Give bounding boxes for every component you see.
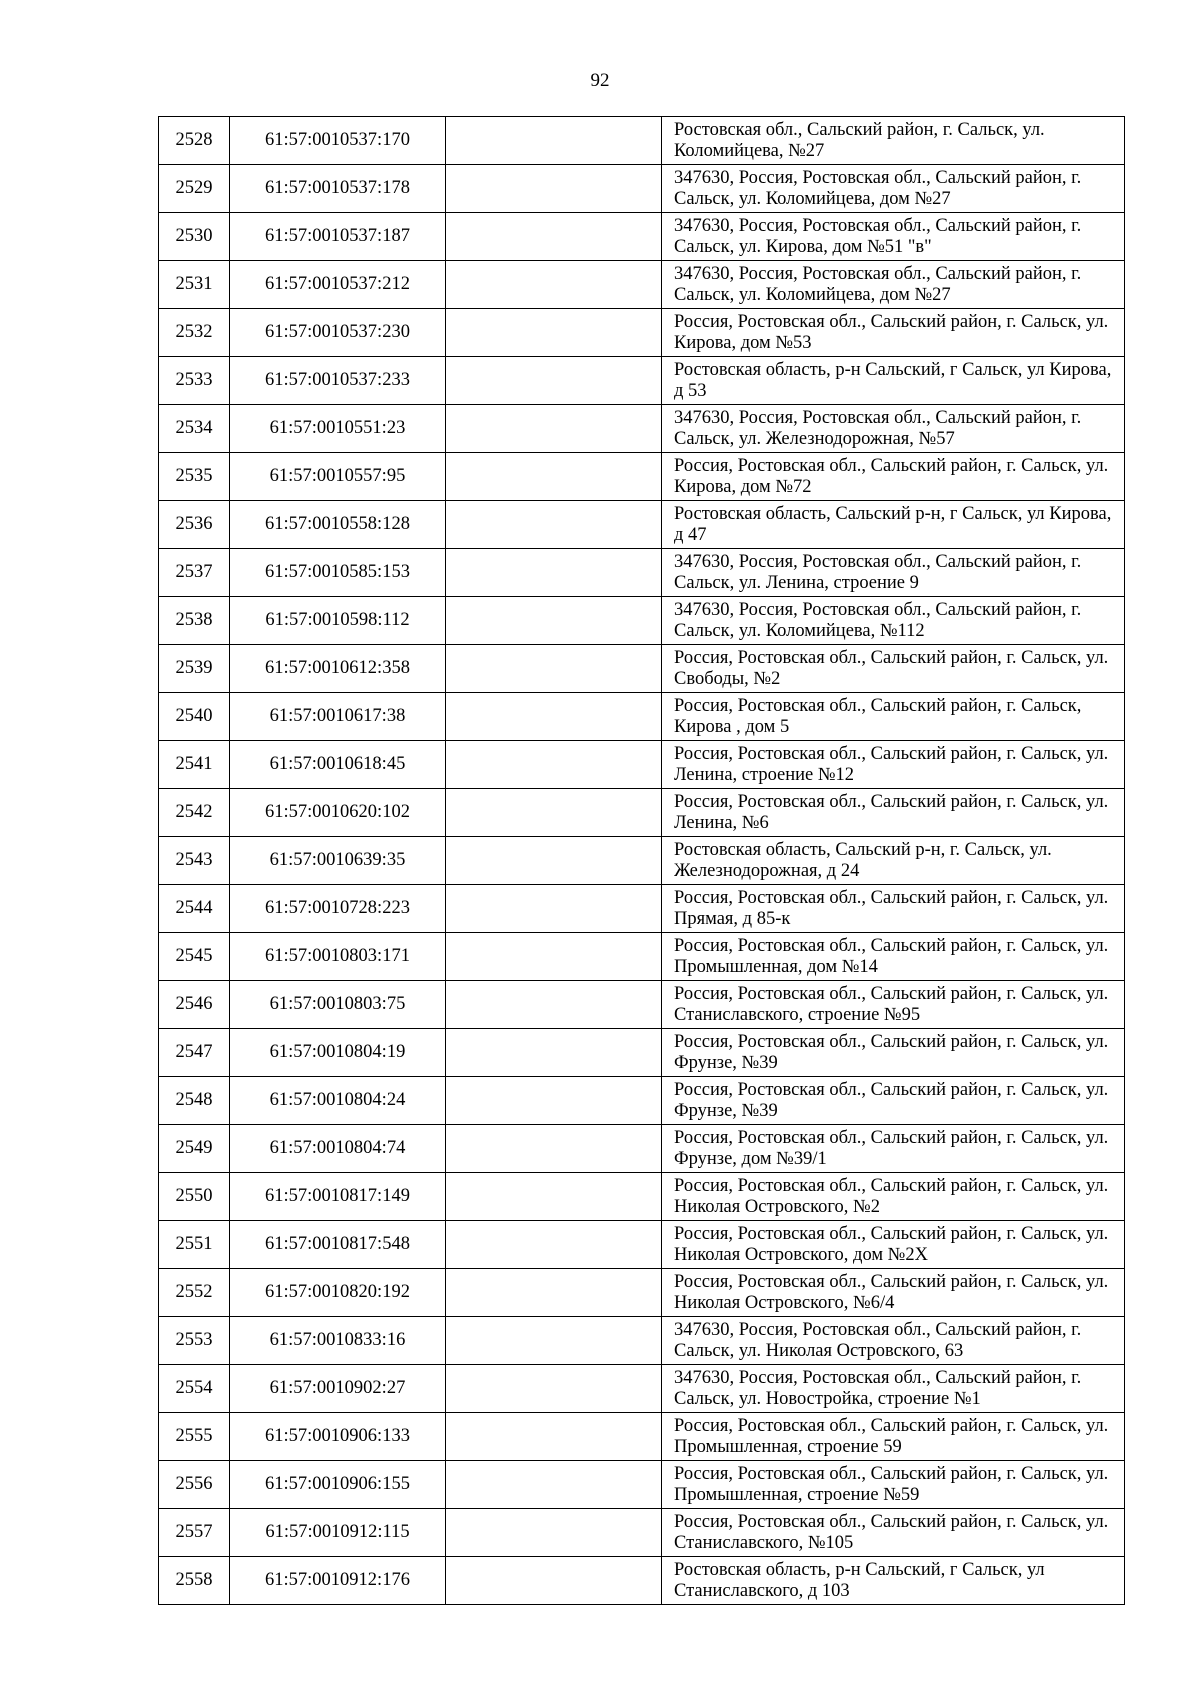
empty-cell bbox=[446, 117, 662, 165]
cadastral-number-cell: 61:57:0010612:358 bbox=[230, 645, 446, 693]
row-number-cell: 2554 bbox=[159, 1365, 230, 1413]
row-number-cell: 2539 bbox=[159, 645, 230, 693]
cadastral-number-cell: 61:57:0010803:171 bbox=[230, 933, 446, 981]
row-number-cell: 2555 bbox=[159, 1413, 230, 1461]
empty-cell bbox=[446, 1173, 662, 1221]
row-number-cell: 2551 bbox=[159, 1221, 230, 1269]
table-row bbox=[159, 453, 1125, 501]
row-number-cell: 2531 bbox=[159, 261, 230, 309]
row-number-cell: 2538 bbox=[159, 597, 230, 645]
cadastral-number-cell: 61:57:0010817:548 bbox=[230, 1221, 446, 1269]
empty-cell bbox=[446, 1221, 662, 1269]
empty-cell bbox=[446, 357, 662, 405]
address-cell: Россия, Ростовская обл., Сальский район, г. Сальск, ул. Промышленная, строение 59 bbox=[662, 1413, 1125, 1461]
empty-cell bbox=[446, 885, 662, 933]
address-cell: Россия, Ростовская обл., Сальский район, г. Сальск, ул. Ленина, строение №12 bbox=[662, 741, 1125, 789]
address-cell: Россия, Ростовская обл., Сальский район, г. Сальск, ул. Николая Островского, №2 bbox=[662, 1173, 1125, 1221]
row-number-cell: 2546 bbox=[159, 981, 230, 1029]
cadastral-number-cell: 61:57:0010804:24 bbox=[230, 1077, 446, 1125]
table-row bbox=[159, 933, 1125, 981]
row-number-cell: 2532 bbox=[159, 309, 230, 357]
empty-cell bbox=[446, 501, 662, 549]
empty-cell bbox=[446, 645, 662, 693]
row-number-cell: 2541 bbox=[159, 741, 230, 789]
address-cell: 347630, Россия, Ростовская обл., Сальский район, г. Сальск, ул. Коломийцева, дом №27 bbox=[662, 165, 1125, 213]
row-number-cell: 2540 bbox=[159, 693, 230, 741]
cadastral-number-cell: 61:57:0010537:230 bbox=[230, 309, 446, 357]
cadastral-number-cell: 61:57:0010912:115 bbox=[230, 1509, 446, 1557]
row-number-cell: 2535 bbox=[159, 453, 230, 501]
address-cell: 347630, Россия, Ростовская обл., Сальский район, г. Сальск, ул. Кирова, дом №51 "в" bbox=[662, 213, 1125, 261]
cadastral-number-cell: 61:57:0010558:128 bbox=[230, 501, 446, 549]
table-row bbox=[159, 165, 1125, 213]
empty-cell bbox=[446, 1125, 662, 1173]
empty-cell bbox=[446, 597, 662, 645]
cadastral-number-cell: 61:57:0010551:23 bbox=[230, 405, 446, 453]
address-cell: Ростовская обл., Сальский район, г. Сальск, ул. Коломийцева, №27 bbox=[662, 117, 1125, 165]
row-number-cell: 2534 bbox=[159, 405, 230, 453]
table-row bbox=[159, 1317, 1125, 1365]
table-row bbox=[159, 1509, 1125, 1557]
table-row bbox=[159, 1461, 1125, 1509]
empty-cell bbox=[446, 549, 662, 597]
empty-cell bbox=[446, 933, 662, 981]
table-row bbox=[159, 1221, 1125, 1269]
address-cell: Россия, Ростовская обл., Сальский район, г. Сальск, ул. Прямая, д 85-к bbox=[662, 885, 1125, 933]
empty-cell bbox=[446, 1509, 662, 1557]
table-row bbox=[159, 261, 1125, 309]
table-row bbox=[159, 885, 1125, 933]
cadastral-number-cell: 61:57:0010598:112 bbox=[230, 597, 446, 645]
address-cell: Россия, Ростовская обл., Сальский район, г. Сальск, ул. Ленина, №6 bbox=[662, 789, 1125, 837]
address-cell: 347630, Россия, Ростовская обл., Сальский район, г. Сальск, ул. Николая Островского, 63 bbox=[662, 1317, 1125, 1365]
table-row bbox=[159, 789, 1125, 837]
row-number-cell: 2543 bbox=[159, 837, 230, 885]
row-number-cell: 2548 bbox=[159, 1077, 230, 1125]
address-cell: Россия, Ростовская обл., Сальский район, г. Сальск, ул. Промышленная, дом №14 bbox=[662, 933, 1125, 981]
cadastral-number-cell: 61:57:0010833:16 bbox=[230, 1317, 446, 1365]
table-row bbox=[159, 645, 1125, 693]
address-cell: Ростовская область, р-н Сальский, г Сальск, ул Кирова, д 53 bbox=[662, 357, 1125, 405]
table-row bbox=[159, 1173, 1125, 1221]
address-cell: Россия, Ростовская обл., Сальский район, г. Сальск, ул. Свободы, №2 bbox=[662, 645, 1125, 693]
table-row bbox=[159, 549, 1125, 597]
empty-cell bbox=[446, 1365, 662, 1413]
address-cell: Россия, Ростовская обл., Сальский район, г. Сальск, ул. Фрунзе, №39 bbox=[662, 1029, 1125, 1077]
empty-cell bbox=[446, 693, 662, 741]
cadastral-number-cell: 61:57:0010537:212 bbox=[230, 261, 446, 309]
table-row bbox=[159, 1365, 1125, 1413]
address-cell: 347630, Россия, Ростовская обл., Сальский район, г. Сальск, ул. Ленина, строение 9 bbox=[662, 549, 1125, 597]
table-row bbox=[159, 309, 1125, 357]
table-row bbox=[159, 693, 1125, 741]
row-number-cell: 2556 bbox=[159, 1461, 230, 1509]
cadastral-number-cell: 61:57:0010804:74 bbox=[230, 1125, 446, 1173]
address-cell: Россия, Ростовская обл., Сальский район, г. Сальск, ул. Николая Островского, №6/4 bbox=[662, 1269, 1125, 1317]
address-cell: Ростовская область, Сальский р-н, г. Сальск, ул. Железнодорожная, д 24 bbox=[662, 837, 1125, 885]
cadastral-number-cell: 61:57:0010728:223 bbox=[230, 885, 446, 933]
row-number-cell: 2528 bbox=[159, 117, 230, 165]
row-number-cell: 2553 bbox=[159, 1317, 230, 1365]
empty-cell bbox=[446, 213, 662, 261]
empty-cell bbox=[446, 1029, 662, 1077]
row-number-cell: 2552 bbox=[159, 1269, 230, 1317]
row-number-cell: 2529 bbox=[159, 165, 230, 213]
table-row bbox=[159, 1125, 1125, 1173]
table-row bbox=[159, 981, 1125, 1029]
cadastral-number-cell: 61:57:0010620:102 bbox=[230, 789, 446, 837]
table-row bbox=[159, 1077, 1125, 1125]
cadastral-number-cell: 61:57:0010537:187 bbox=[230, 213, 446, 261]
address-cell: Ростовская область, р-н Сальский, г Сальск, ул Станиславского, д 103 bbox=[662, 1557, 1125, 1605]
empty-cell bbox=[446, 453, 662, 501]
empty-cell bbox=[446, 165, 662, 213]
address-cell: Россия, Ростовская обл., Сальский район, г. Сальск, ул. Фрунзе, дом №39/1 bbox=[662, 1125, 1125, 1173]
address-cell: 347630, Россия, Ростовская обл., Сальский район, г. Сальск, ул. Железнодорожная, №57 bbox=[662, 405, 1125, 453]
cadastral-number-cell: 61:57:0010617:38 bbox=[230, 693, 446, 741]
cadastral-number-cell: 61:57:0010912:176 bbox=[230, 1557, 446, 1605]
address-cell: Россия, Ростовская обл., Сальский район, г. Сальск, ул. Кирова, дом №72 bbox=[662, 453, 1125, 501]
address-cell: Россия, Ростовская обл., Сальский район, г. Сальск, ул. Промышленная, строение №59 bbox=[662, 1461, 1125, 1509]
empty-cell bbox=[446, 1269, 662, 1317]
cadastral-number-cell: 61:57:0010618:45 bbox=[230, 741, 446, 789]
empty-cell bbox=[446, 981, 662, 1029]
table-row bbox=[159, 597, 1125, 645]
cadastral-number-cell: 61:57:0010537:170 bbox=[230, 117, 446, 165]
address-cell: Ростовская область, Сальский р-н, г Сальск, ул Кирова, д 47 bbox=[662, 501, 1125, 549]
table-row bbox=[159, 1269, 1125, 1317]
row-number-cell: 2537 bbox=[159, 549, 230, 597]
cadastral-number-cell: 61:57:0010537:233 bbox=[230, 357, 446, 405]
address-cell: 347630, Россия, Ростовская обл., Сальский район, г. Сальск, ул. Новостройка, строение №1 bbox=[662, 1365, 1125, 1413]
cadastral-number-cell: 61:57:0010557:95 bbox=[230, 453, 446, 501]
empty-cell bbox=[446, 309, 662, 357]
table-row bbox=[159, 357, 1125, 405]
cadastral-number-cell: 61:57:0010804:19 bbox=[230, 1029, 446, 1077]
cadastral-number-cell: 61:57:0010902:27 bbox=[230, 1365, 446, 1413]
empty-cell bbox=[446, 261, 662, 309]
cadastral-number-cell: 61:57:0010585:153 bbox=[230, 549, 446, 597]
empty-cell bbox=[446, 837, 662, 885]
cadastral-number-cell: 61:57:0010820:192 bbox=[230, 1269, 446, 1317]
registry-table bbox=[158, 116, 1125, 1605]
address-cell: Россия, Ростовская обл., Сальский район, г. Сальск, ул. Николая Островского, дом №2Х bbox=[662, 1221, 1125, 1269]
row-number-cell: 2557 bbox=[159, 1509, 230, 1557]
table-row bbox=[159, 741, 1125, 789]
row-number-cell: 2536 bbox=[159, 501, 230, 549]
empty-cell bbox=[446, 1077, 662, 1125]
empty-cell bbox=[446, 1557, 662, 1605]
table-row bbox=[159, 1413, 1125, 1461]
address-cell: 347630, Россия, Ростовская обл., Сальский район, г. Сальск, ул. Коломийцева, №112 bbox=[662, 597, 1125, 645]
empty-cell bbox=[446, 405, 662, 453]
address-cell: 347630, Россия, Ростовская обл., Сальский район, г. Сальск, ул. Коломийцева, дом №27 bbox=[662, 261, 1125, 309]
empty-cell bbox=[446, 789, 662, 837]
row-number-cell: 2530 bbox=[159, 213, 230, 261]
row-number-cell: 2549 bbox=[159, 1125, 230, 1173]
empty-cell bbox=[446, 741, 662, 789]
cadastral-number-cell: 61:57:0010639:35 bbox=[230, 837, 446, 885]
empty-cell bbox=[446, 1461, 662, 1509]
cadastral-number-cell: 61:57:0010906:133 bbox=[230, 1413, 446, 1461]
table-row bbox=[159, 837, 1125, 885]
table-row bbox=[159, 213, 1125, 261]
row-number-cell: 2550 bbox=[159, 1173, 230, 1221]
row-number-cell: 2544 bbox=[159, 885, 230, 933]
table-row bbox=[159, 501, 1125, 549]
address-cell: Россия, Ростовская обл., Сальский район, г. Сальск, ул. Станиславского, строение №95 bbox=[662, 981, 1125, 1029]
row-number-cell: 2558 bbox=[159, 1557, 230, 1605]
table-row bbox=[159, 405, 1125, 453]
row-number-cell: 2547 bbox=[159, 1029, 230, 1077]
cadastral-number-cell: 61:57:0010906:155 bbox=[230, 1461, 446, 1509]
table-row bbox=[159, 1557, 1125, 1605]
address-cell: Россия, Ростовская обл., Сальский район, г. Сальск, ул. Кирова, дом №53 bbox=[662, 309, 1125, 357]
row-number-cell: 2542 bbox=[159, 789, 230, 837]
address-cell: Россия, Ростовская обл., Сальский район, г. Сальск, Кирова , дом 5 bbox=[662, 693, 1125, 741]
cadastral-number-cell: 61:57:0010537:178 bbox=[230, 165, 446, 213]
address-cell: Россия, Ростовская обл., Сальский район, г. Сальск, ул. Фрунзе, №39 bbox=[662, 1077, 1125, 1125]
table-row bbox=[159, 1029, 1125, 1077]
registry-table-body bbox=[159, 117, 1125, 1605]
cadastral-number-cell: 61:57:0010803:75 bbox=[230, 981, 446, 1029]
row-number-cell: 2545 bbox=[159, 933, 230, 981]
row-number-cell: 2533 bbox=[159, 357, 230, 405]
empty-cell bbox=[446, 1413, 662, 1461]
address-cell: Россия, Ростовская обл., Сальский район, г. Сальск, ул. Станиславского, №105 bbox=[662, 1509, 1125, 1557]
table-row bbox=[159, 117, 1125, 165]
empty-cell bbox=[446, 1317, 662, 1365]
cadastral-number-cell: 61:57:0010817:149 bbox=[230, 1173, 446, 1221]
page-number: 92 bbox=[590, 70, 610, 91]
